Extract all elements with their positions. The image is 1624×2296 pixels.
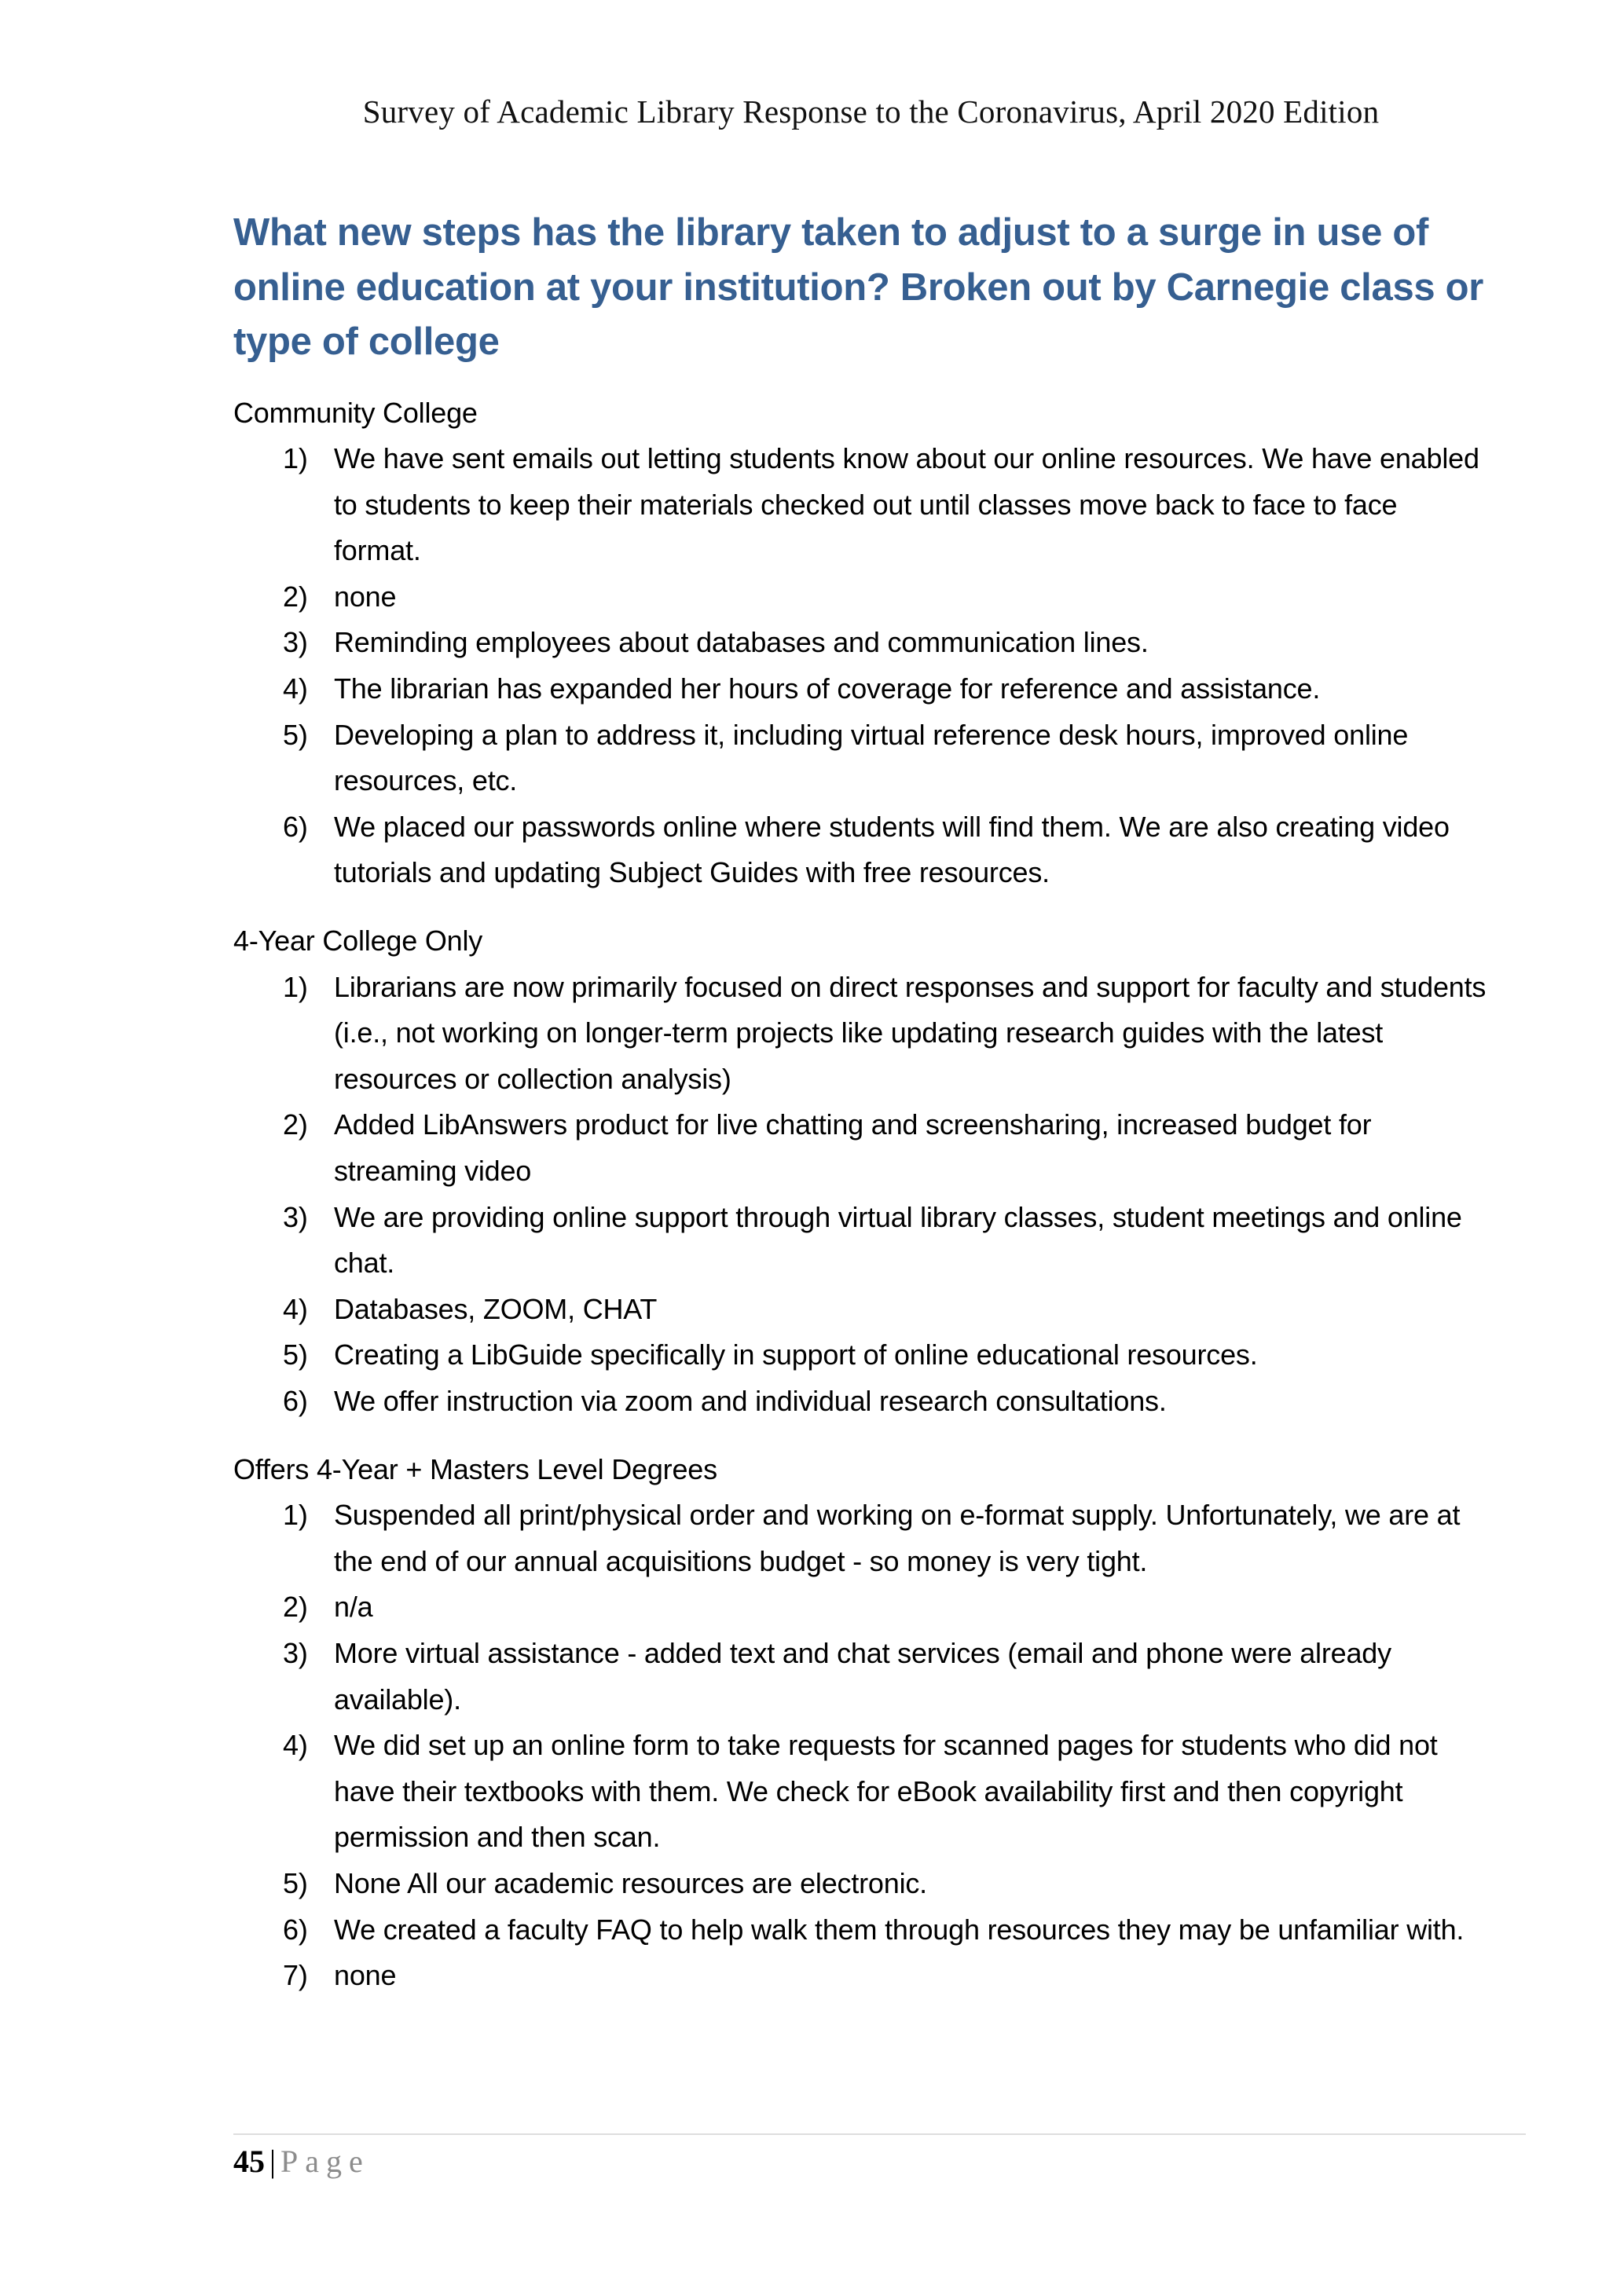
item-text: Developing a plan to address it, including virtual reference desk hours, improved online resources, etc. [334, 718, 1409, 797]
page-footer [233, 2138, 370, 2185]
section-community-college [233, 390, 1538, 897]
section-4-year-masters [233, 1447, 1538, 1999]
item-number: 4) [283, 672, 308, 705]
list-item [233, 1631, 1538, 1723]
item-text: Creating a LibGuide specifically in support of online educational resources. [334, 1338, 1258, 1371]
item-text: n/a [334, 1591, 373, 1624]
list-item [233, 620, 1538, 666]
item-number: 3) [283, 626, 308, 659]
response-list [233, 1492, 1538, 1999]
running-header: Survey of Academic Library Response to the Coronavirus, April 2020 Edition [362, 93, 1380, 130]
response-list [233, 965, 1538, 1425]
list-item [233, 965, 1538, 1103]
list-item [233, 1953, 1538, 1999]
item-text: We are providing online support through virtual library classes, student meetings and online chat. [334, 1200, 1462, 1280]
list-item [233, 804, 1538, 896]
section-label: 4-Year College Only [233, 925, 483, 958]
list-item [233, 1332, 1538, 1379]
item-text: We offer instruction via zoom and individual research consultations. [334, 1384, 1167, 1417]
item-number: 3) [283, 1636, 308, 1669]
list-item [233, 1195, 1538, 1287]
list-item [233, 712, 1538, 804]
list-item [233, 1287, 1538, 1333]
response-list [233, 436, 1538, 896]
item-text: none [334, 1959, 397, 1992]
footer-divider [233, 2133, 1526, 2135]
item-text: We created a faculty FAQ to help walk them through resources they may be unfamiliar with. [334, 1913, 1465, 1946]
question-heading: What new steps has the library taken to adjust to a surge in use of online education at your institution? Broken out by Carnegie class or type of college [233, 211, 1484, 363]
section-label: Community College [233, 396, 478, 429]
item-number: 1) [283, 1499, 308, 1532]
item-number: 2) [283, 580, 308, 613]
item-number: 5) [283, 1866, 308, 1899]
item-number: 6) [283, 1913, 308, 1946]
item-number: 5) [283, 718, 308, 751]
item-text: Librarians are now primarily focused on direct responses and support for faculty and students (i.e., not working on longer-term projects like updating research guides with the latest resources or collection analysis) [334, 970, 1487, 1095]
section-label: Offers 4-Year + Masters Level Degrees [233, 1452, 717, 1485]
item-text: None All our academic resources are electronic. [334, 1866, 927, 1899]
page-label: Page [280, 2144, 370, 2179]
list-item [233, 1102, 1538, 1194]
list-item [233, 1861, 1538, 1907]
list-item [233, 436, 1538, 574]
item-number: 2) [283, 1591, 308, 1624]
item-text: Reminding employees about databases and communication lines. [334, 626, 1149, 659]
item-number: 1) [283, 970, 308, 1003]
item-text: none [334, 580, 397, 613]
item-text: Suspended all print/physical order and working on e-format supply. Unfortunately, we are at the end of our annual acquisitions budget - so money is very tight. [334, 1499, 1461, 1577]
list-item [233, 1723, 1538, 1861]
list-item [233, 1907, 1538, 1954]
list-item [233, 1584, 1538, 1631]
item-number: 3) [283, 1200, 308, 1233]
item-text: Added LibAnswers product for live chatting and screensharing, increased budget for streaming video [334, 1108, 1372, 1187]
item-number: 2) [283, 1108, 308, 1141]
item-text: The librarian has expanded her hours of coverage for reference and assistance. [334, 672, 1321, 705]
list-item [233, 1492, 1538, 1584]
item-number: 6) [283, 810, 308, 843]
section-4-year-college [233, 918, 1538, 1425]
list-item [233, 574, 1538, 621]
item-number: 6) [283, 1384, 308, 1417]
item-text: We have sent emails out letting students know about our online resources. We have enabled to students to keep their materials checked out until classes move back to face to face format. [334, 442, 1479, 567]
page-number: 45 [233, 2144, 265, 2179]
page-content [233, 206, 1538, 1999]
item-number: 5) [283, 1338, 308, 1371]
item-text: Databases, ZOOM, CHAT [334, 1292, 658, 1325]
item-number: 4) [283, 1729, 308, 1762]
list-item [233, 666, 1538, 712]
list-item [233, 1379, 1538, 1425]
page-separator: | [269, 2144, 277, 2179]
item-text: We did set up an online form to take requests for scanned pages for students who did not have their textbooks with them. We check for eBook availability first and then copyright permission and then scan. [334, 1729, 1438, 1854]
item-number: 7) [283, 1959, 308, 1992]
item-number: 4) [283, 1292, 308, 1325]
item-number: 1) [283, 442, 308, 475]
item-text: More virtual assistance - added text and chat services (email and phone were already available). [334, 1636, 1391, 1716]
item-text: We placed our passwords online where students will find them. We are also creating video tutorials and updating Subject Guides with free resources. [334, 810, 1450, 889]
